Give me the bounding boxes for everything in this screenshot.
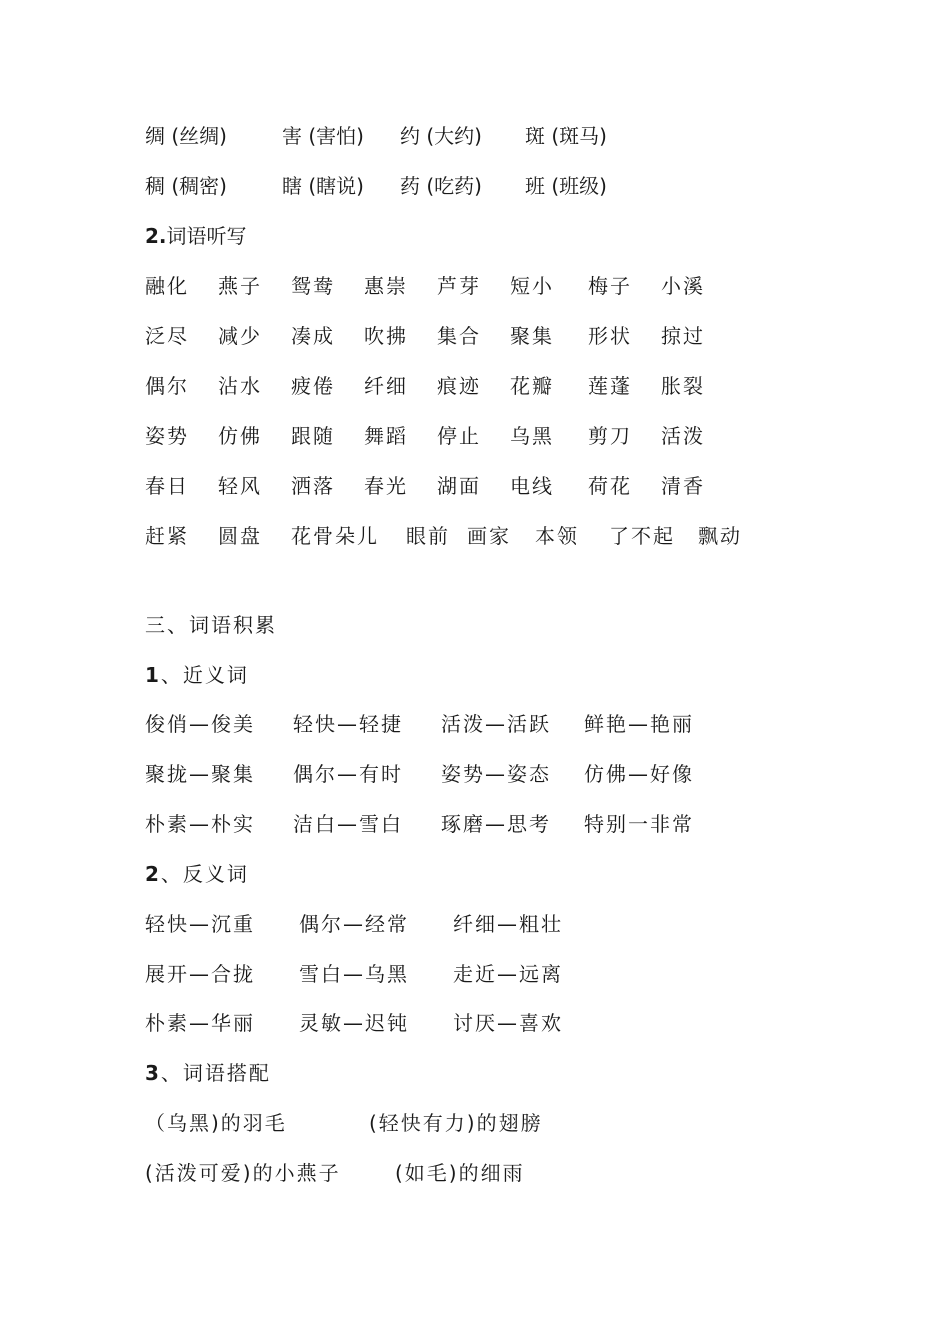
word: 乌黑 [510,424,554,448]
word: 芦芽 [437,274,481,298]
word: 电线 [510,474,554,498]
section-heading: 三、词语积累 [145,613,277,637]
word-pair: 朴素—华丽 [145,1011,255,1035]
word: 减少 [218,324,262,348]
word-pair: 轻快—沉重 [145,912,255,936]
synonyms-heading [145,660,249,690]
word: 花骨朵儿 [291,524,379,548]
antonyms-heading [145,859,249,889]
word: 活泼 [661,424,705,448]
word-pair: 轻快—轻捷 [293,712,403,736]
word: 掠过 [661,324,705,348]
word: 春日 [145,474,189,498]
word: 舞蹈 [364,424,408,448]
word-pair: 特别一非常 [584,812,694,836]
word-pair: 姿势—姿态 [441,762,551,786]
polyphone-item: 绸 (丝绸) [145,124,227,148]
word: 聚集 [510,324,554,348]
word: 小溪 [661,274,705,298]
word-pair: 雪白—乌黑 [299,962,409,986]
heading-title: 、词语搭配 [160,1061,271,1085]
polyphone-item: 害 (害怕) [282,124,364,148]
word: 了不起 [609,524,675,548]
word: 跟随 [291,424,335,448]
word: 形状 [588,324,632,348]
word-pair: 偶尔—经常 [299,912,409,936]
collocation-item: （乌黑)的羽毛 [145,1111,287,1135]
word: 疲倦 [291,374,335,398]
word: 荷花 [588,474,632,498]
word: 鸳鸯 [291,274,335,298]
heading-number: 2. [145,224,167,248]
word-pair: 琢磨—思考 [441,812,551,836]
word: 赶紧 [145,524,189,548]
word: 眼前 [406,524,450,548]
word-pair: 活泼—活跃 [441,712,551,736]
heading-title: 、近义词 [160,663,249,687]
polyphone-item: 稠 (稠密) [145,174,227,198]
word-pair: 聚拢—聚集 [145,762,255,786]
collocation-item: (轻快有力)的翅膀 [369,1111,543,1135]
heading-title: 、反义词 [160,862,249,886]
collocation-item: (如毛)的细雨 [395,1161,525,1185]
word: 泛尽 [145,324,189,348]
word: 清香 [661,474,705,498]
heading-number: 3 [145,1061,161,1085]
word: 圆盘 [218,524,262,548]
word-pair: 讨厌—喜欢 [453,1011,563,1035]
word: 春光 [364,474,408,498]
word-pair: 鲜艳—艳丽 [584,712,694,736]
word: 梅子 [588,274,632,298]
dictation-heading [145,221,247,251]
word: 洒落 [291,474,335,498]
polyphone-item: 瞎 (瞎说) [282,174,364,198]
collocation-item: (活泼可爱)的小燕子 [145,1161,341,1185]
word: 燕子 [218,274,262,298]
word: 短小 [510,274,554,298]
polyphone-item: 约 (大约) [400,124,482,148]
word-pair: 俊俏—俊美 [145,712,255,736]
word-pair: 偶尔—有时 [293,762,403,786]
heading-number: 1 [145,663,161,687]
word-pair: 走近—远离 [453,962,563,986]
word: 画家 [467,524,511,548]
word: 花瓣 [510,374,554,398]
word: 凑成 [291,324,335,348]
heading-title: 词语听写 [166,224,247,248]
word: 停止 [437,424,481,448]
word: 惠崇 [364,274,408,298]
polyphone-item: 班 (班级) [525,174,607,198]
word: 姿势 [145,424,189,448]
word: 吹拂 [364,324,408,348]
word-pair: 洁白—雪白 [293,812,403,836]
word: 轻风 [218,474,262,498]
word-pair: 纤细—粗壮 [453,912,563,936]
collocation-heading [145,1058,271,1088]
word: 纤细 [364,374,408,398]
word-pair: 朴素—朴实 [145,812,255,836]
word-pair: 灵敏—迟钝 [299,1011,409,1035]
word: 本领 [535,524,579,548]
word: 仿佛 [218,424,262,448]
word-pair: 展开—合拢 [145,962,255,986]
polyphone-item: 斑 (斑马) [525,124,607,148]
word: 湖面 [437,474,481,498]
word: 融化 [145,274,189,298]
word: 集合 [437,324,481,348]
word-pair: 仿佛—好像 [584,762,694,786]
word: 痕迹 [437,374,481,398]
heading-number: 2 [145,862,161,886]
word: 沾水 [218,374,262,398]
word: 胀裂 [661,374,705,398]
word: 莲蓬 [588,374,632,398]
word: 剪刀 [588,424,632,448]
polyphone-item: 药 (吃药) [400,174,482,198]
word: 飘动 [698,524,742,548]
word: 偶尔 [145,374,189,398]
